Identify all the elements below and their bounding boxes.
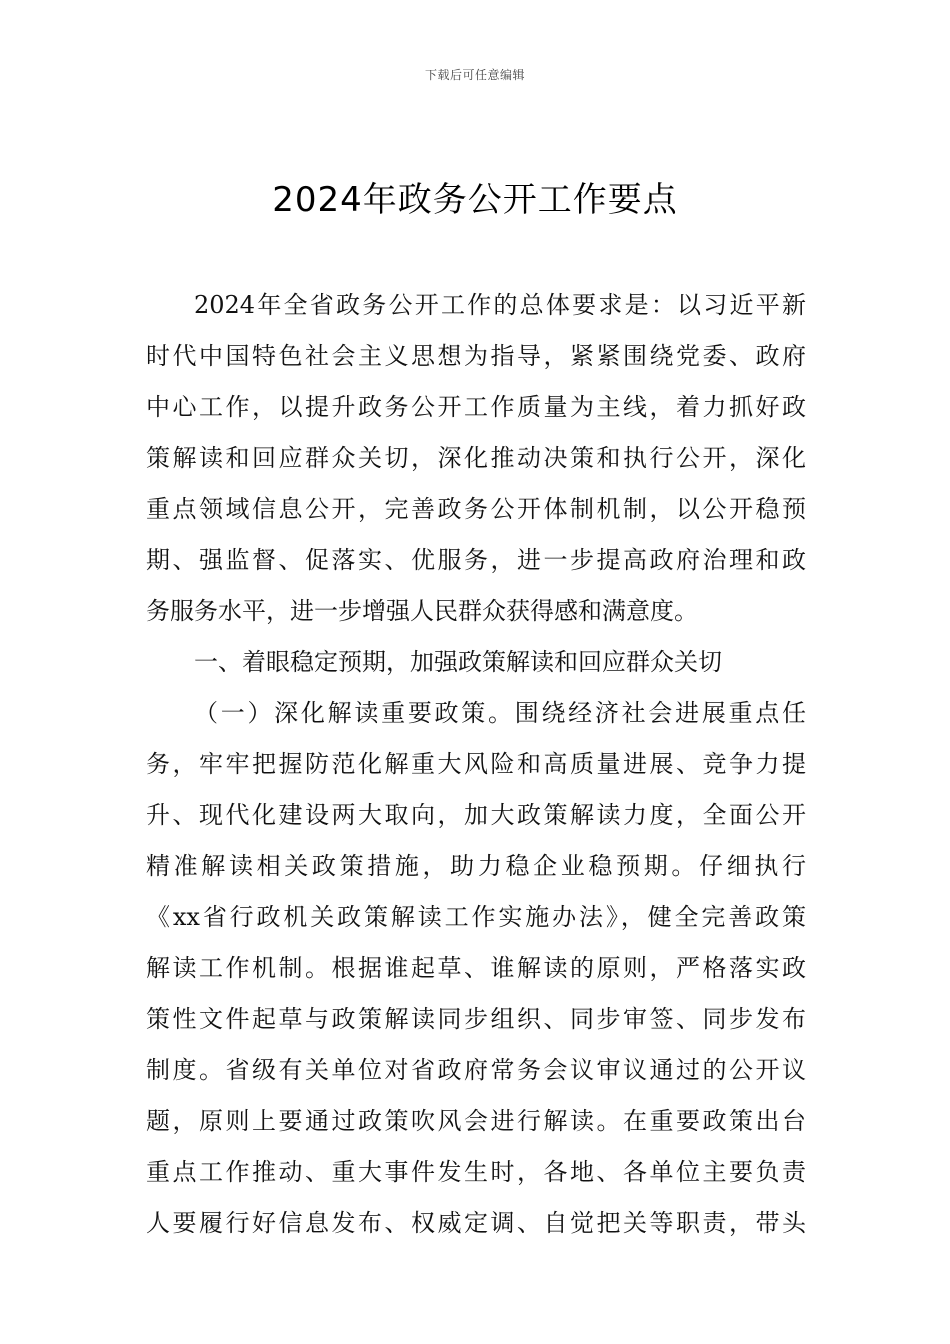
paragraph-line: 重点领域信息公开，完善政务公开体制机制，以公开稳预 xyxy=(146,495,806,523)
paragraph-line: 制度。省级有关单位对省政府常务会议审议通过的公开议 xyxy=(146,1056,806,1084)
paragraph-line: 务，牢牢把握防范化解重大风险和高质量进展、竞争力提 xyxy=(146,750,806,778)
section-heading: 一、着眼稳定预期，加强政策解读和回应群众关切 xyxy=(194,648,722,676)
document-title: 2024年政务公开工作要点 xyxy=(272,180,678,220)
paragraph-line: 策解读和回应群众关切，深化推动决策和执行公开，深化 xyxy=(146,444,806,472)
paragraph-line: 策性文件起草与政策解读同步组织、同步审签、同步发布 xyxy=(146,1005,806,1033)
paragraph-line: （一）深化解读重要政策。围绕经济社会进展重点任 xyxy=(194,699,806,727)
paragraph-line: 2024年全省政务公开工作的总体要求是：以习近平新 xyxy=(194,291,806,319)
paragraph-line: 《xx省行政机关政策解读工作实施办法》，健全完善政策 xyxy=(146,903,806,931)
paragraph-line: 解读工作机制。根据谁起草、谁解读的原则，严格落实政 xyxy=(146,954,806,982)
paragraph-line: 中心工作，以提升政务公开工作质量为主线，着力抓好政 xyxy=(146,393,806,421)
paragraph-line: 题，原则上要通过政策吹风会进行解读。在重要政策出台 xyxy=(146,1107,806,1135)
document-body xyxy=(146,280,806,1249)
paragraph-line: 时代中国特色社会主义思想为指导，紧紧围绕党委、政府 xyxy=(146,342,806,370)
paragraph-line: 务服务水平，进一步增强人民群众获得感和满意度。 xyxy=(146,597,698,625)
paragraph-line: 升、现代化建设两大取向，加大政策解读力度，全面公开 xyxy=(146,801,806,829)
paragraph-line: 重点工作推动、重大事件发生时，各地、各单位主要负责 xyxy=(146,1158,806,1186)
header-note: 下载后可任意编辑 xyxy=(424,68,525,82)
paragraph-line: 人要履行好信息发布、权威定调、自觉把关等职责，带头 xyxy=(146,1209,806,1237)
paragraph-line: 期、强监督、促落实、优服务，进一步提高政府治理和政 xyxy=(146,546,806,574)
paragraph-line: 精准解读相关政策措施，助力稳企业稳预期。仔细执行 xyxy=(146,852,806,880)
